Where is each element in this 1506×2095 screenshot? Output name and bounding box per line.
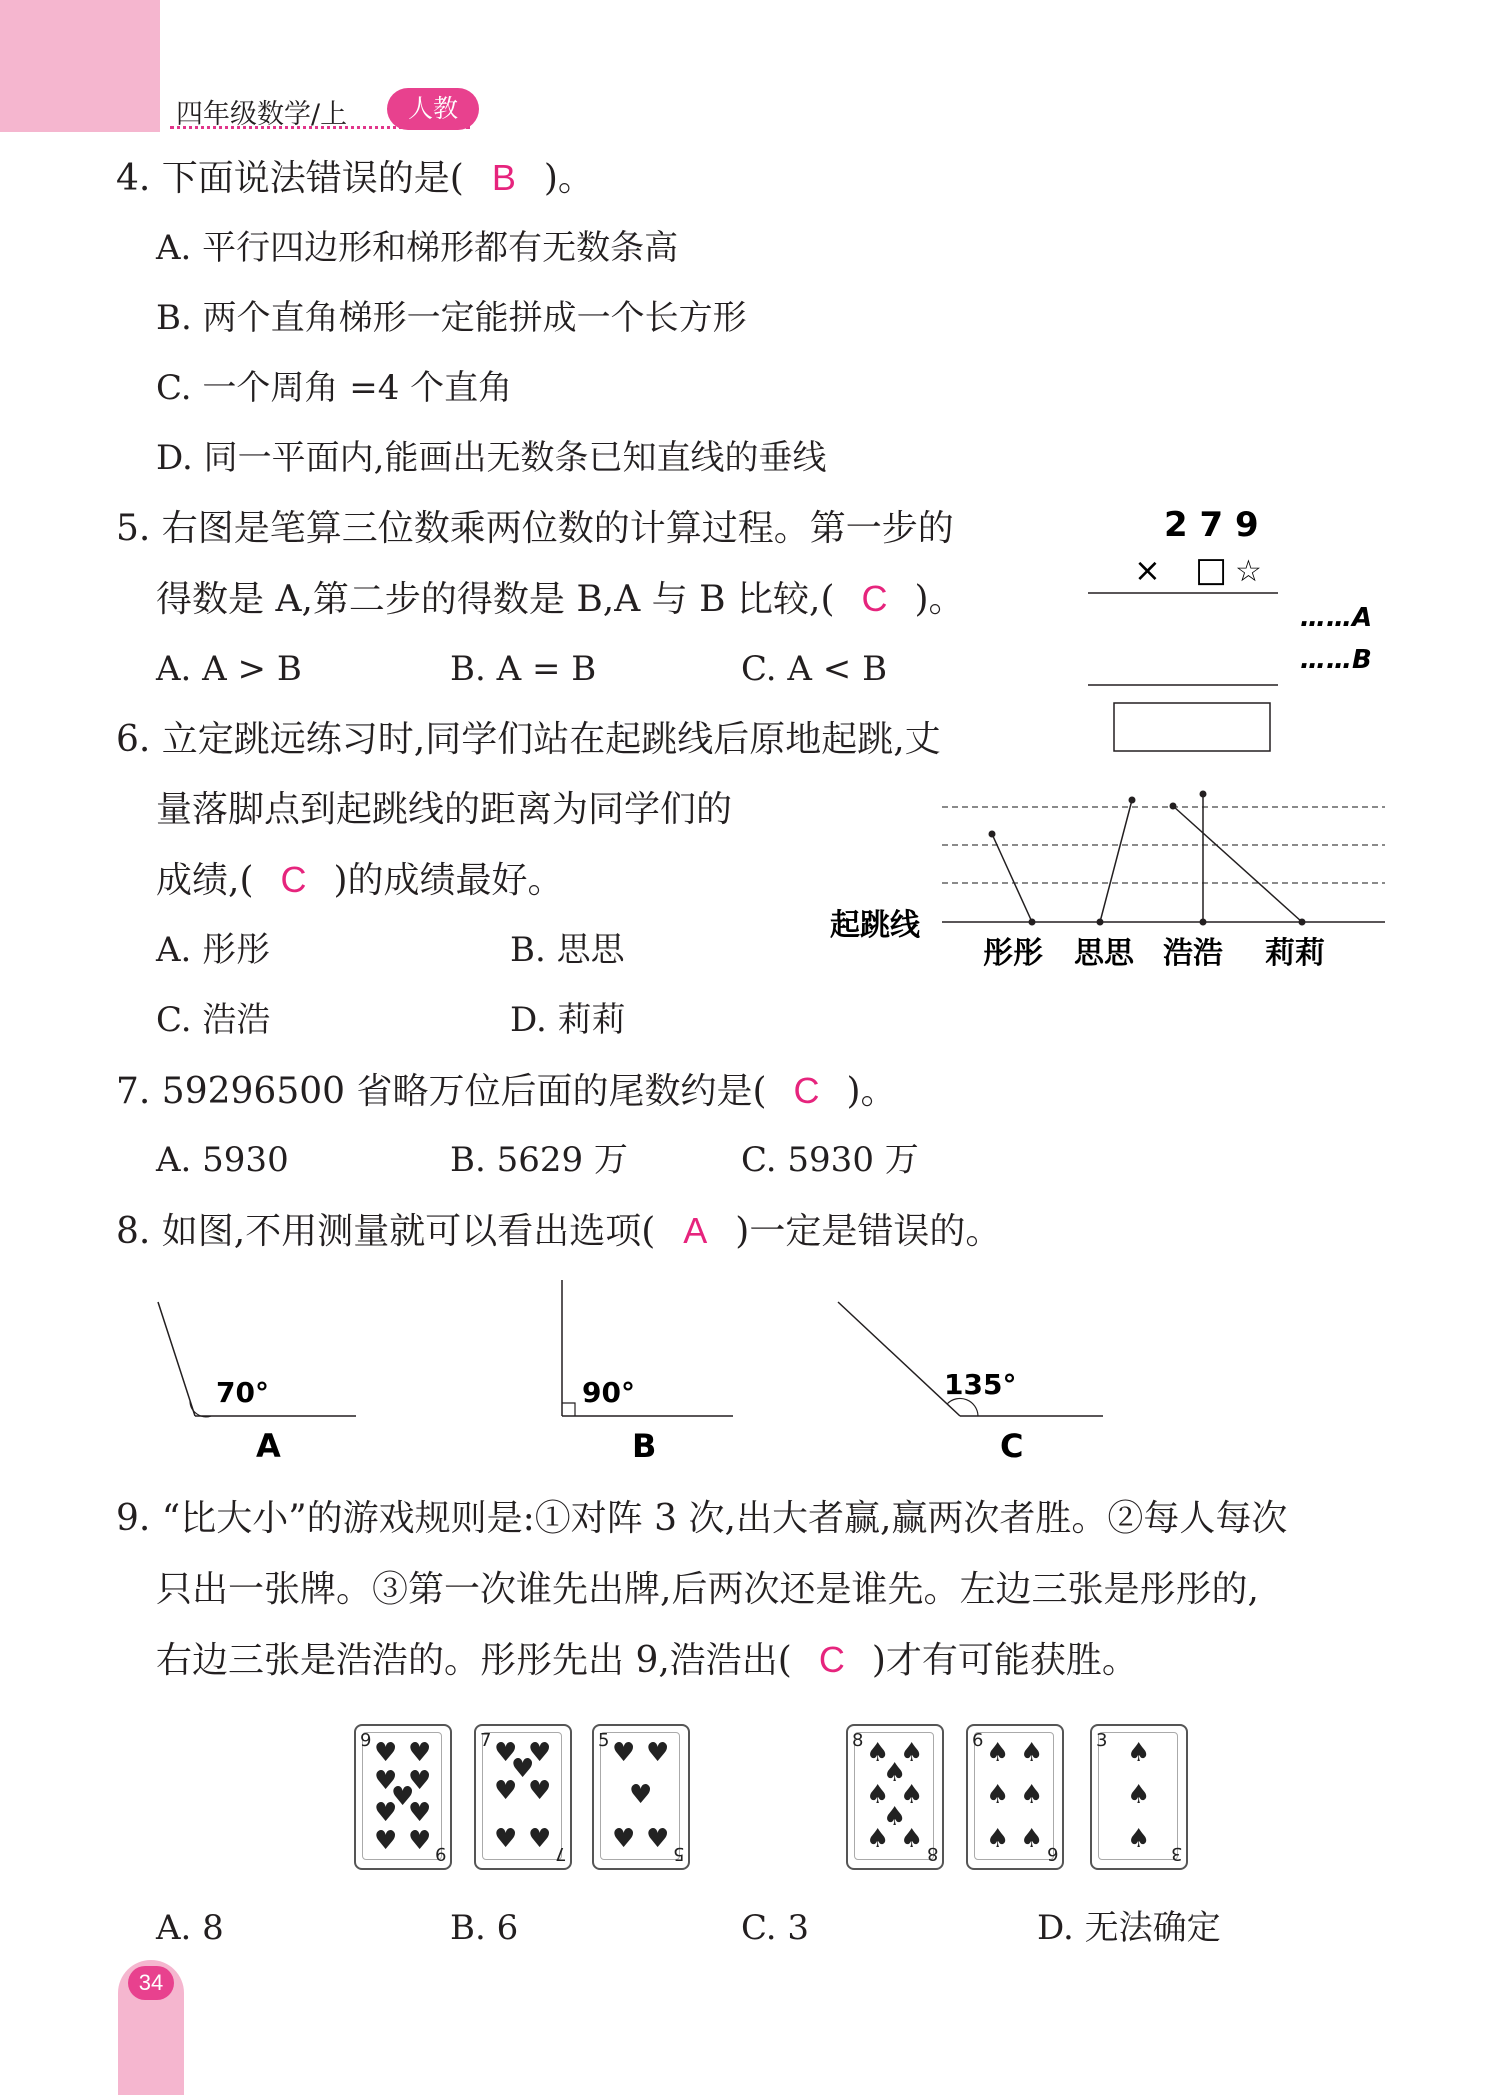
takeoff-point-tongtong	[1029, 919, 1036, 926]
jump-sisi	[1100, 800, 1132, 922]
jump-lili	[1173, 806, 1302, 922]
q9-stem-line3	[156, 1639, 1138, 1681]
takeoff-point-lili	[1299, 919, 1306, 926]
q4-option-a: A. 平行四边形和梯形都有无数条高	[156, 228, 679, 268]
heart-icon: ♥	[511, 1754, 535, 1784]
name-haohao: 浩浩	[1163, 936, 1223, 971]
step-a-label: ……A	[1300, 603, 1373, 633]
q8-stem-text: 8. 如图,不用测量就可以看出选项(	[116, 1211, 656, 1252]
card-rank: 9	[360, 1730, 372, 1751]
header-title: 四年级数学/上	[176, 99, 348, 130]
spade-icon: ♠	[883, 1758, 907, 1788]
card-haohao-3	[1090, 1724, 1188, 1870]
spade-icon: ♠	[1020, 1824, 1044, 1854]
heart-icon: ♥	[408, 1826, 432, 1856]
heart-icon: ♥	[494, 1776, 518, 1806]
landing-point-lili	[1170, 803, 1177, 810]
takeoff-point-sisi	[1097, 919, 1104, 926]
angle-c-ray	[838, 1302, 960, 1416]
q6-stem-line3	[156, 859, 564, 901]
spade-icon: ♠	[866, 1824, 890, 1854]
card-tongtong-1	[354, 1724, 452, 1870]
q8-stem-end: )一定是错误的。	[735, 1211, 1002, 1252]
q6-stem-line2: 量落脚点到起跳线的距离为同学们的	[156, 789, 733, 830]
heart-icon: ♥	[494, 1738, 518, 1768]
card-rank-inverted: 3	[1170, 1843, 1182, 1864]
multiplicand: 2 7 9	[1164, 505, 1259, 545]
name-lili: 莉莉	[1265, 936, 1325, 971]
heart-icon: ♥	[374, 1766, 398, 1796]
q9-stem-end: )才有可能获胜。	[871, 1640, 1138, 1681]
q4-answer: B	[491, 157, 516, 198]
spade-icon: ♠	[1020, 1780, 1044, 1810]
unknown-digit-star: ☆	[1235, 554, 1262, 589]
step-b-label: ……B	[1300, 645, 1372, 675]
q5-option-b: B. A = B	[450, 649, 597, 689]
angle-b-label: B	[632, 1427, 657, 1465]
angle-a-label: A	[256, 1427, 281, 1465]
final-product-box	[1114, 703, 1270, 751]
card-rank: 3	[1096, 1730, 1108, 1751]
q5-option-a: A. A > B	[156, 649, 302, 689]
q6-answer: C	[280, 859, 307, 900]
q8-stem	[116, 1210, 1002, 1252]
q6-option-c: C. 浩浩	[156, 1000, 271, 1040]
heart-icon: ♥	[408, 1798, 432, 1828]
q5-stem-line2	[156, 578, 965, 620]
spade-icon: ♠	[986, 1824, 1010, 1854]
card-rank-inverted: 5	[672, 1843, 684, 1864]
q7-answer: C	[793, 1070, 820, 1111]
q6-option-a: A. 彤彤	[156, 930, 271, 970]
spade-icon: ♠	[1127, 1824, 1151, 1854]
q4-option-c: C. 一个周角 =4 个直角	[156, 368, 513, 408]
heart-icon: ♥	[494, 1824, 518, 1854]
landing-point-tongtong	[989, 831, 996, 838]
spade-icon: ♠	[900, 1780, 924, 1810]
spade-icon: ♠	[883, 1802, 907, 1832]
q6-stem-line1: 6. 立定跳远练习时,同学们站在起跳线后原地起跳,丈	[116, 719, 941, 760]
card-tongtong-3	[592, 1724, 690, 1870]
heart-icon: ♥	[629, 1780, 653, 1810]
q7-stem-end: )。	[846, 1071, 897, 1112]
q7-option-b: B. 5629 万	[450, 1140, 628, 1180]
angle-c-label: C	[1000, 1427, 1024, 1465]
q5-option-c: C. A < B	[741, 649, 888, 689]
spade-icon: ♠	[1127, 1738, 1151, 1768]
q5-answer: C	[861, 578, 888, 619]
q9-option-d: D. 无法确定	[1037, 1908, 1221, 1948]
card-rank-inverted: 8	[926, 1843, 938, 1864]
q6-option-d: D. 莉莉	[510, 1000, 626, 1040]
q6-long-jump-figure	[820, 780, 1400, 980]
heart-icon: ♥	[374, 1826, 398, 1856]
right-angle-mark	[562, 1403, 575, 1416]
q7-stem	[116, 1070, 897, 1112]
angle-a-ray	[158, 1302, 195, 1416]
unknown-digit-square: □	[1195, 550, 1228, 590]
card-rank-inverted: 6	[1046, 1843, 1058, 1864]
angle-c-measure: 135°	[944, 1368, 1017, 1401]
spade-icon: ♠	[986, 1780, 1010, 1810]
q4-option-b: B. 两个直角梯形一定能拼成一个长方形	[156, 298, 747, 338]
q4-stem	[116, 157, 594, 199]
heart-icon: ♥	[528, 1824, 552, 1854]
card-rank-inverted: 9	[434, 1843, 446, 1864]
heart-icon: ♥	[408, 1766, 432, 1796]
q9-stem-line2: 只出一张牌。③第一次谁先出牌,后两次还是谁先。左边三张是彤彤的,	[156, 1569, 1259, 1610]
q5-stem-line1: 5. 右图是笔算三位数乘两位数的计算过程。第一步的	[116, 508, 954, 549]
spade-icon: ♠	[986, 1738, 1010, 1768]
q9-stem-line1: 9. “比大小”的游戏规则是:①对阵 3 次,出大者赢,赢两次者胜。②每人每次	[116, 1498, 1288, 1539]
spade-icon: ♠	[1127, 1780, 1151, 1810]
q7-option-c: C. 5930 万	[741, 1140, 919, 1180]
heart-icon: ♥	[612, 1738, 636, 1768]
spade-icon: ♠	[866, 1738, 890, 1768]
spade-icon: ♠	[1020, 1738, 1044, 1768]
card-rank: 8	[852, 1730, 864, 1751]
takeoff-point-haohao	[1200, 919, 1207, 926]
heart-icon: ♥	[391, 1782, 415, 1812]
card-rank-inverted: 7	[554, 1843, 566, 1864]
page-number: 34	[128, 1966, 174, 2000]
q8-answer: A	[683, 1210, 708, 1251]
q9-stem-text: 右边三张是浩浩的。彤彤先出 9,浩浩出(	[156, 1640, 792, 1681]
heart-icon: ♥	[374, 1798, 398, 1828]
q5-stem-end: )。	[914, 579, 965, 620]
landing-point-haohao	[1200, 791, 1207, 798]
card-rank: 5	[598, 1730, 610, 1751]
q9-option-a: A. 8	[156, 1908, 224, 1948]
spade-icon: ♠	[866, 1780, 890, 1810]
heart-icon: ♥	[646, 1738, 670, 1768]
q9-option-b: B. 6	[450, 1908, 519, 1948]
heart-icon: ♥	[646, 1824, 670, 1854]
card-rank: 6	[972, 1730, 984, 1751]
corner-decoration	[0, 0, 160, 132]
start-line-label: 起跳线	[830, 908, 920, 943]
spade-icon: ♠	[900, 1738, 924, 1768]
q9-answer: C	[818, 1639, 845, 1680]
q8-angle-figures	[140, 1280, 1140, 1480]
q7-stem-text: 7. 59296500 省略万位后面的尾数约是(	[116, 1071, 767, 1112]
heart-icon: ♥	[528, 1738, 552, 1768]
heart-icon: ♥	[374, 1738, 398, 1768]
spade-icon: ♠	[900, 1824, 924, 1854]
q7-option-a: A. 5930	[156, 1140, 289, 1180]
q4-stem-text: 4. 下面说法错误的是(	[116, 158, 464, 199]
name-tongtong: 彤彤	[983, 936, 1043, 971]
q6-stem-end: )的成绩最好。	[333, 860, 564, 901]
angle-b-measure: 90°	[582, 1376, 635, 1409]
q4-option-d: D. 同一平面内,能画出无数条已知直线的垂线	[156, 438, 827, 478]
q6-stem-text: 成绩,(	[156, 860, 254, 901]
edition-badge: 人教	[387, 88, 479, 130]
landing-point-sisi	[1129, 797, 1136, 804]
q5-multiplication-figure	[1080, 500, 1400, 770]
card-tongtong-2	[474, 1724, 572, 1870]
card-haohao-1	[846, 1724, 944, 1870]
heart-icon: ♥	[408, 1738, 432, 1768]
card-haohao-2	[966, 1724, 1064, 1870]
heart-icon: ♥	[612, 1824, 636, 1854]
times-sign: ×	[1134, 551, 1161, 589]
q9-option-c: C. 3	[741, 1908, 810, 1948]
q6-option-b: B. 思思	[510, 930, 625, 970]
card-rank: 7	[480, 1730, 492, 1751]
name-sisi: 思思	[1074, 936, 1134, 971]
q4-stem-end: )。	[543, 158, 594, 199]
angle-a-measure: 70°	[216, 1376, 269, 1409]
jump-tongtong	[992, 834, 1032, 922]
heart-icon: ♥	[528, 1776, 552, 1806]
q5-stem-text: 得数是 A,第二步的得数是 B,A 与 B 比较,(	[156, 579, 835, 620]
